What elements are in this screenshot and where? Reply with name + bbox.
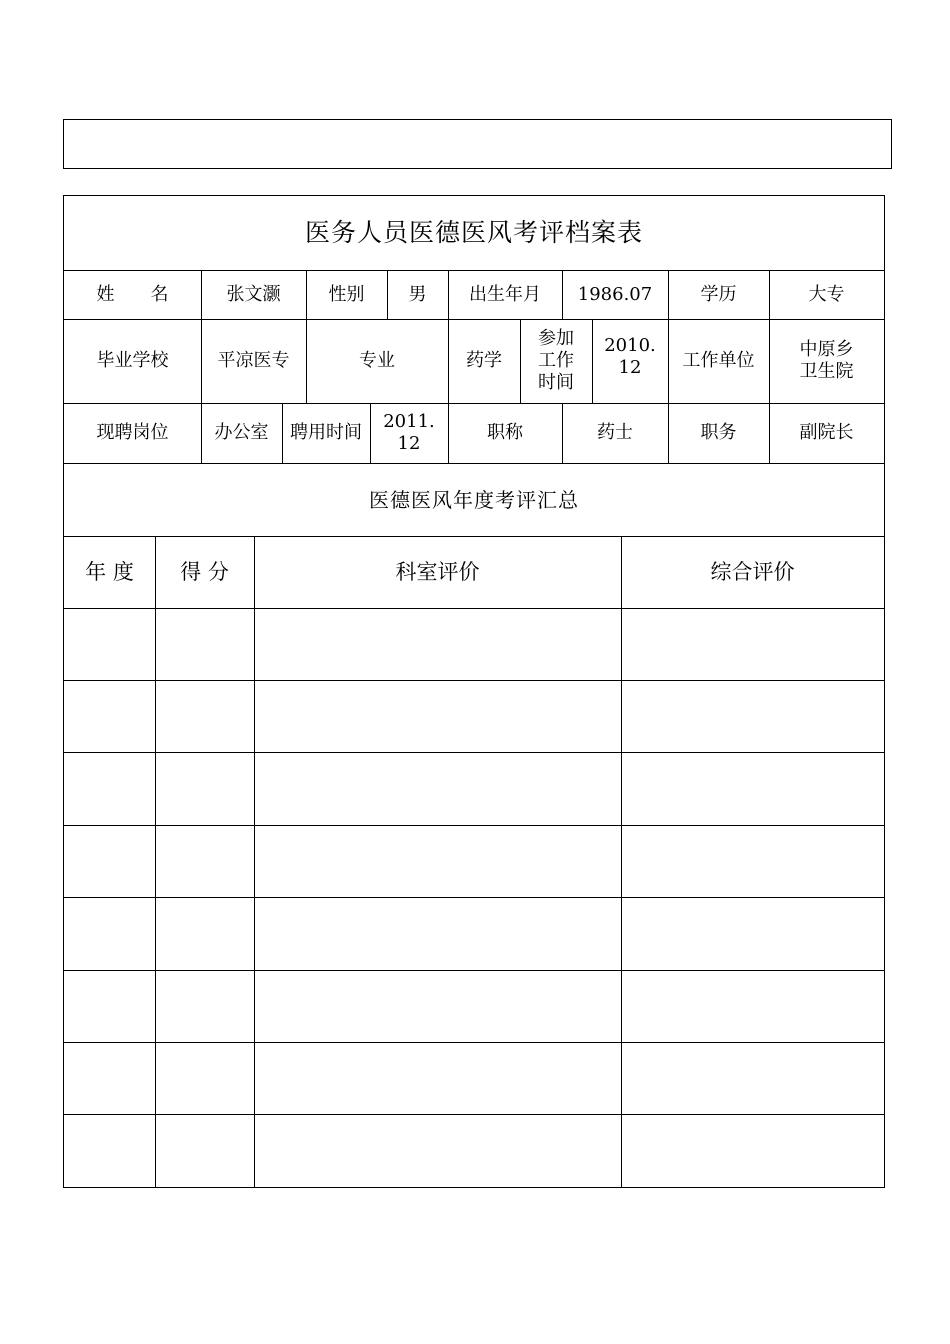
table-row[interactable] [64,970,884,1042]
major-label: 专业 [359,350,395,371]
hire-label: 聘用时间 [290,422,362,443]
gender-value: 男 [408,283,427,305]
col-divider [520,319,521,403]
score-column-header: 得 分 [180,560,229,584]
work-start-value: 2010.12 [604,335,656,378]
major-value: 药学 [466,350,502,371]
title-label: 职称 [487,422,523,443]
post-label: 现聘岗位 [96,422,169,443]
gender-label: 性别 [328,283,365,305]
duty-label: 职务 [700,422,737,443]
unit-value: 中原乡卫生院 [799,339,854,382]
overall-eval-column-header: 综合评价 [710,560,795,584]
hire-value: 2011.12 [383,411,435,454]
name-label: 姓 名 [96,283,169,305]
education-label: 学历 [700,283,737,305]
birth-label: 出生年月 [469,283,541,305]
birth-value: 1986.07 [577,283,653,305]
table-row[interactable] [64,680,884,752]
dept-eval-column-header: 科室评价 [395,560,480,584]
work-start-label: 参加工作时间 [538,328,574,393]
unit-label: 工作单位 [682,350,755,371]
year-column-header: 年 度 [85,560,134,584]
education-value: 大专 [808,283,845,305]
duty-value: 副院长 [799,422,854,443]
evaluation-form [63,195,885,1188]
table-row[interactable] [64,608,884,680]
table-row[interactable] [64,825,884,897]
header-blank-box [63,119,892,169]
name-value: 张文灏 [226,283,281,305]
form-title: 医务人员医德医风考评档案表 [304,218,643,247]
school-value: 平凉医专 [217,350,290,371]
table-row[interactable] [64,897,884,970]
table-row[interactable] [64,1114,884,1187]
school-label: 毕业学校 [96,350,169,371]
table-row[interactable] [64,1042,884,1114]
post-value: 办公室 [214,422,269,443]
table-row[interactable] [64,752,884,825]
title-value: 药士 [597,422,633,443]
summary-title: 医德医风年度考评汇总 [369,487,579,512]
